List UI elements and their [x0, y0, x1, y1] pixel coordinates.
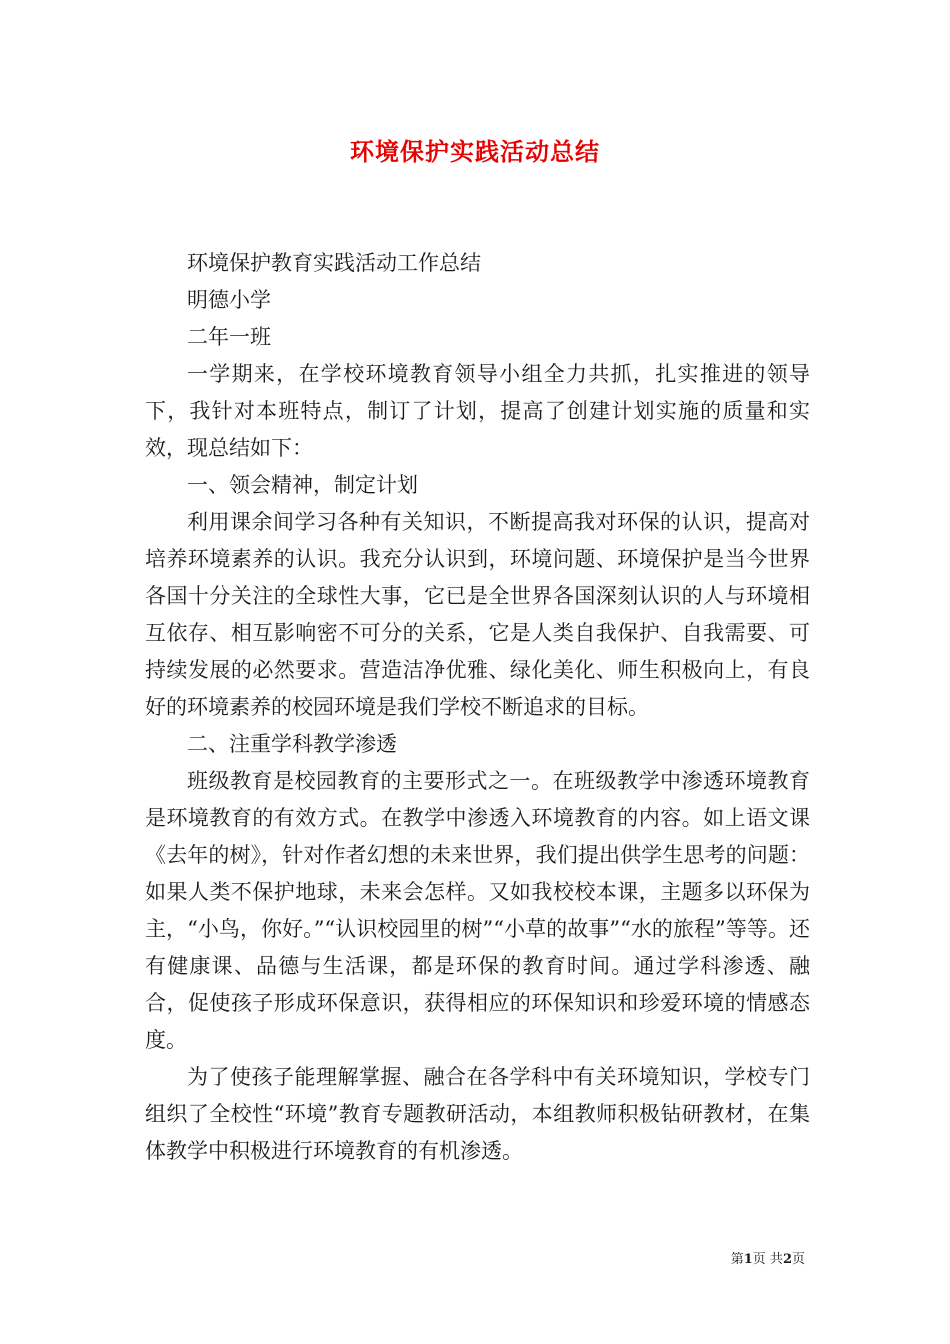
- paragraph-section-2a: 班级教育是校园教育的主要形式之一。在班级教学中渗透环境教育是环境教育的有效方式。在教学中渗透入环境教育的内容。如上语文课《去年的树》，针对作者幻想的未来世界，我们提出供学生思考的问题：如果人类不保护地球，未来会怎样。又如我校校本课，主题多以环保为主，“小鸟，你好。”“认识校园里的树”“小草的故事”“水的旅程”等等。还有健康课、品德与生活课，都是环保的教育时间。通过学科渗透、融合，促使孩子形成环保意识，获得相应的环保知识和珍爱环境的情感态度。: [145, 769, 810, 1052]
- footer-prefix: 第: [730, 1252, 744, 1267]
- paragraph-intro: 一学期来，在学校环境教育领导小组全力共抓，扎实推进的领导下，我针对本班特点，制订了计划，提高了创建计划实施的质量和实效，现总结如下：: [145, 362, 810, 460]
- section-heading-2: 二、注重学科教学渗透: [187, 732, 397, 756]
- paragraph-class: 二年一班: [187, 325, 271, 349]
- page-number-footer: [731, 1248, 805, 1267]
- paragraph-section-1: 利用课余间学习各种有关知识，不断提高我对环保的认识，提高对培养环境素养的认识。我充分认识到，环境问题、环境保护是当今世界各国十分关注的全球性大事，它已是全世界各国深刻认识的人与环境相互依存、相互影响密不可分的关系，它是人类自我保护、自我需要、可持续发展的必然要求。营造洁净优雅、绿化美化、师生积极向上，有良好的环境素养的校园环境是我们学校不断追求的目标。: [145, 510, 810, 719]
- total-pages-number: 2: [782, 1252, 792, 1267]
- document-body: [145, 245, 810, 1170]
- section-heading-1: 一、领会精神，制定计划: [187, 473, 418, 497]
- footer-middle: 页 共: [752, 1252, 783, 1267]
- paragraph-section-2b: 为了使孩子能理解掌握、融合在各学科中有关环境知识，学校专门组织了全校性“环境”教育专题教研活动，本组教师积极钻研教材，在集体教学中积极进行环境教育的有机渗透。: [145, 1065, 810, 1163]
- footer-suffix: 页: [791, 1252, 805, 1267]
- paragraph-subtitle: 环境保护教育实践活动工作总结: [187, 251, 481, 275]
- current-page-number: 1: [743, 1252, 753, 1267]
- paragraph-school: 明德小学: [187, 288, 271, 312]
- document-title: 环境保护实践活动总结: [350, 137, 600, 166]
